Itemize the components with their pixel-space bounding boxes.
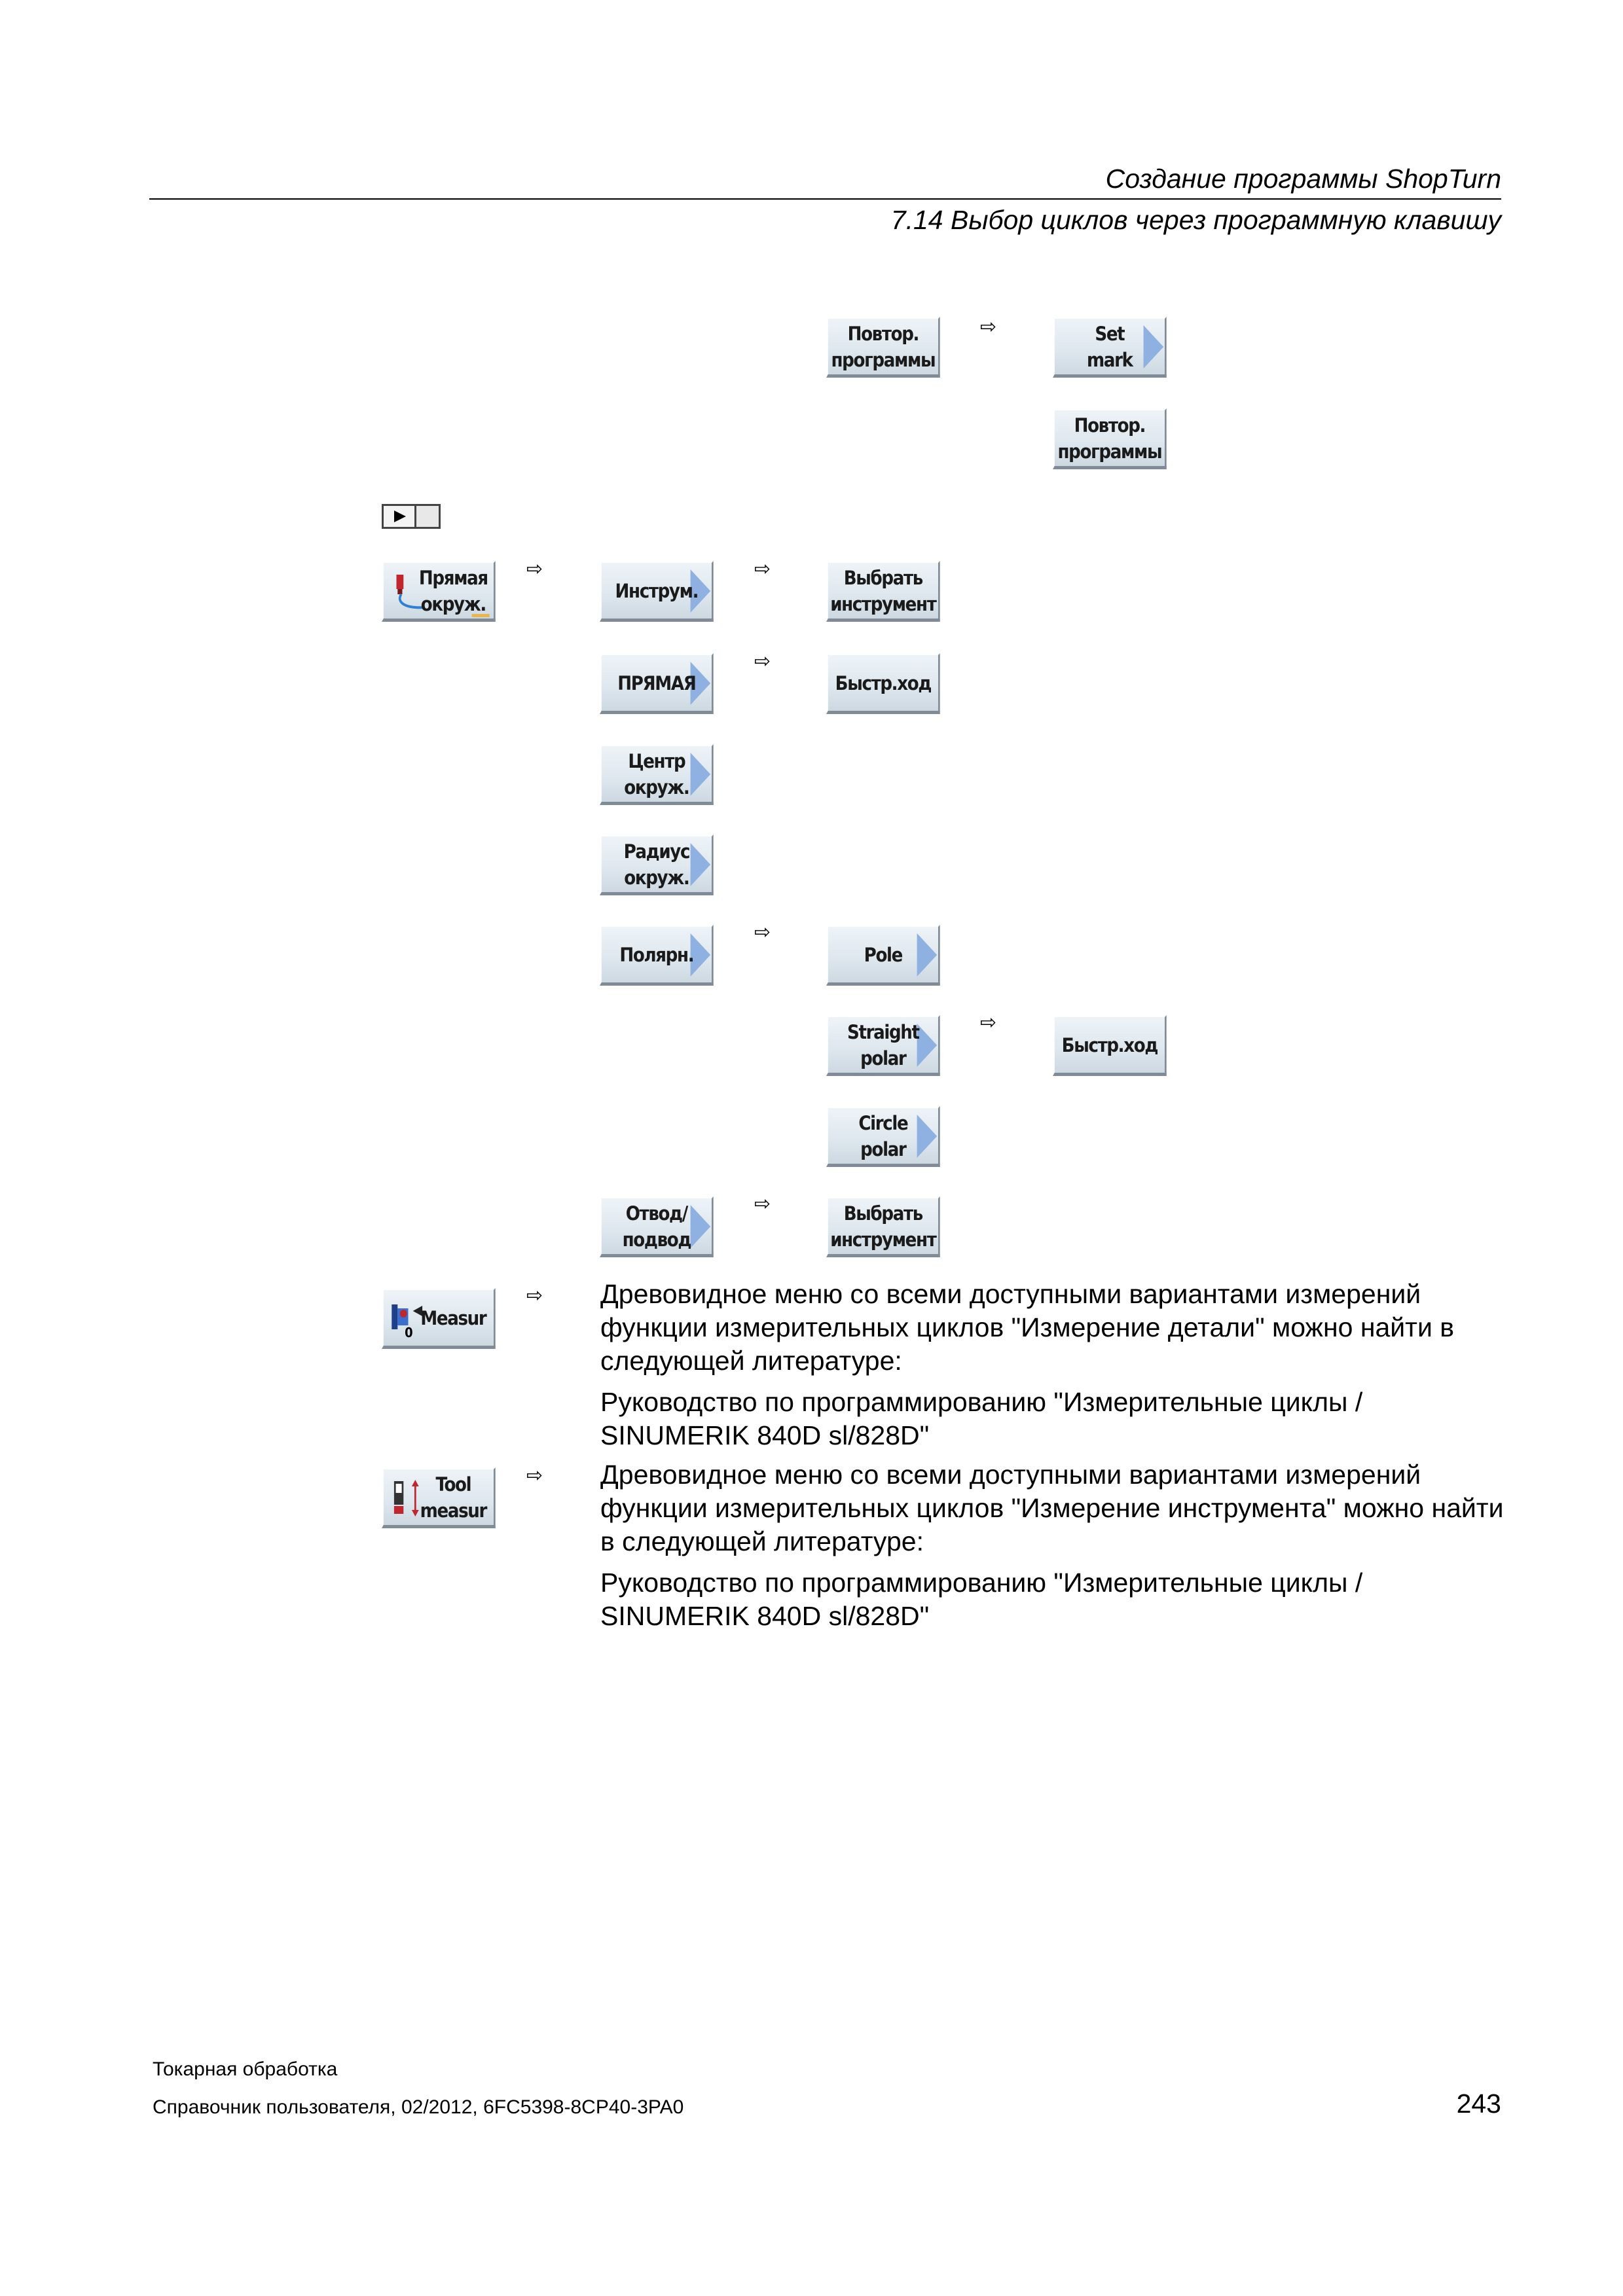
- softkey-label: ПРЯМАЯ: [617, 672, 696, 694]
- softkey-straight-circle[interactable]: [382, 561, 496, 622]
- softkey-straight-polar[interactable]: [826, 1015, 940, 1076]
- chevron-right-icon: [917, 933, 938, 977]
- softkey-label: Tool measur: [420, 1473, 487, 1522]
- softkey-label: Straight polar: [847, 1020, 919, 1069]
- softkey-retract-approach[interactable]: [600, 1196, 714, 1257]
- softkey-tool-measure[interactable]: [382, 1467, 496, 1528]
- chevron-right-icon: [691, 843, 711, 886]
- chevron-right-icon: [691, 1205, 711, 1248]
- paragraph: Руководство по программированию "Измерительные циклы / SINUMERIK 840D sl/828D": [600, 1568, 1363, 1631]
- footer-doc-info: Справочник пользователя, 02/2012, 6FC5398-8CP40-3PA0: [153, 2096, 684, 2118]
- softkey-tool[interactable]: [600, 561, 714, 622]
- footer-product: Токарная обработка: [153, 2058, 338, 2080]
- arrow-icon: ⇨: [526, 558, 543, 581]
- softkey-center-circle[interactable]: [600, 744, 714, 805]
- paragraph: Руководство по программированию "Измерительные циклы / SINUMERIK 840D sl/828D": [600, 1387, 1363, 1450]
- page-number: 243: [1456, 2089, 1501, 2119]
- softkey-rapid-2[interactable]: [1053, 1015, 1167, 1076]
- softkey-label: Повтор. программы: [831, 322, 936, 371]
- softkey-label: Радиус окруж.: [623, 840, 690, 889]
- section-title: 7.14 Выбор циклов через программную клавишу: [890, 205, 1501, 235]
- softkey-straight[interactable]: [600, 653, 714, 714]
- arrow-icon: ⇨: [754, 650, 771, 673]
- tool-measure-description: [600, 1458, 1504, 1633]
- softkey-measure-workpiece[interactable]: [382, 1288, 496, 1349]
- softkey-label: Circle polar: [858, 1111, 908, 1160]
- chevron-right-icon: [917, 1115, 938, 1158]
- softkey-label: Прямая окруж.: [418, 566, 488, 615]
- softkey-label: Быстр.ход: [1061, 1033, 1158, 1056]
- arrow-icon: ⇨: [754, 558, 771, 581]
- softkey-label: Инструм.: [615, 579, 699, 602]
- arrow-icon: ⇨: [526, 1284, 543, 1307]
- menu-forward-key[interactable]: [382, 504, 441, 529]
- softkey-label: Повтор. программы: [1057, 414, 1162, 463]
- softkey-rapid[interactable]: [826, 653, 940, 714]
- softkey-label: Быстр.ход: [835, 672, 932, 694]
- arrow-icon: ⇨: [980, 1011, 997, 1034]
- softkey-set-mark[interactable]: [1053, 317, 1167, 378]
- arrow-icon: ⇨: [754, 1193, 771, 1215]
- softkey-pole[interactable]: [826, 925, 940, 986]
- softkey-label: Центр окруж.: [624, 749, 689, 798]
- arrow-icon: ⇨: [980, 315, 997, 338]
- softkey-label: Set mark: [1087, 322, 1133, 371]
- arrow-icon: ⇨: [526, 1464, 543, 1487]
- softkey-label: Выбрать инструмент: [830, 1202, 936, 1251]
- softkey-label: Pole: [864, 943, 903, 966]
- header-rule: [149, 198, 1501, 200]
- softkey-label: Отвод/ подвод: [622, 1202, 691, 1251]
- softkey-label: Выбрать инструмент: [830, 566, 936, 615]
- softkey-radius-circle[interactable]: [600, 834, 714, 895]
- arrow-icon: ⇨: [754, 921, 771, 944]
- paragraph: Древовидное меню со всеми доступными вариантами измерений функции измерительных циклов "Измерение инструмента" можно найти в следующей литературе:: [600, 1460, 1504, 1556]
- softkey-circle-polar[interactable]: [826, 1106, 940, 1167]
- softkey-select-tool[interactable]: [826, 561, 940, 622]
- chevron-right-icon: [917, 1024, 938, 1067]
- softkey-label: Measur: [420, 1306, 486, 1329]
- softkey-label: Полярн.: [619, 943, 694, 966]
- softkey-select-tool-2[interactable]: [826, 1196, 940, 1257]
- expand-right-icon: [384, 506, 416, 527]
- chapter-title: Создание программы ShopTurn: [1105, 164, 1501, 194]
- svg-text:0: 0: [405, 1325, 412, 1340]
- softkey-polar[interactable]: [600, 925, 714, 986]
- chevron-right-icon: [691, 753, 711, 796]
- measure-workpiece-description: [600, 1278, 1504, 1452]
- softkey-repeat-program[interactable]: [826, 317, 940, 378]
- chevron-right-icon: [1144, 325, 1164, 368]
- paragraph: Древовидное меню со всеми доступными вариантами измерений функции измерительных циклов "Измерение детали" можно найти в следующей литературе:: [600, 1279, 1455, 1376]
- softkey-repeat-program-2[interactable]: [1053, 408, 1167, 469]
